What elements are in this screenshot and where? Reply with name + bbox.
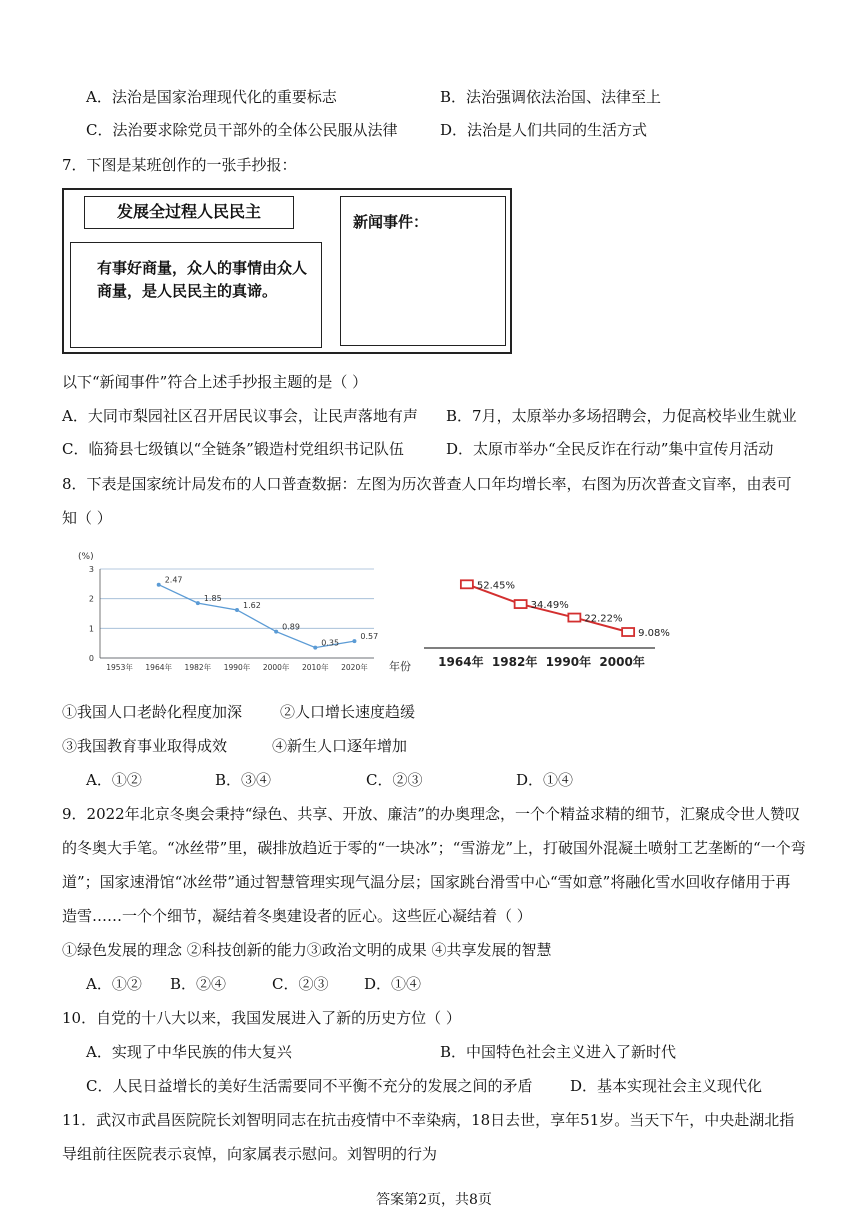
x-tick-label: 1964年 <box>438 655 484 669</box>
growth-rate-labels <box>165 576 379 648</box>
q7-option-d: D．太原市举办“全民反诈在行动”集中宣传月活动 <box>446 440 774 458</box>
data-point <box>196 601 200 605</box>
x-tick-label: 1964年 <box>145 663 173 672</box>
q9-option-b: B．②④ <box>170 975 227 993</box>
growth-rate-chart <box>62 545 422 680</box>
q10-option-c: C．人民日益增长的美好生活需要同不平衡不充分的发展之间的矛盾 <box>86 1077 533 1095</box>
y-tick-label: 3 <box>88 565 94 574</box>
x-tick-label: 1990年 <box>223 663 251 672</box>
data-label: 0.89 <box>282 622 300 632</box>
page-footer: 答案第2页，共8页 <box>376 1192 492 1208</box>
y-tick-label: 1 <box>88 624 94 634</box>
data-marker <box>622 628 634 636</box>
q9-line3: 道”；国家速滑馆“冰丝带”通过智慧管理实现气温分层；国家跳台滑雪中心“雪如意”将融化雪水回收存储用于再 <box>62 873 791 891</box>
q7-option-a: A．大同市梨园社区召开居民议事会，让民声落地有声 <box>62 407 418 425</box>
q6-option-c: C．法治要求除党员干部外的全体公民服从法律 <box>86 121 398 139</box>
x-tick-label: 1982年 <box>491 655 538 669</box>
q7-option-b: B．7月，太原举办多场招聘会，力促高校毕业生就业 <box>446 407 797 425</box>
x-tick-label: 2000年 <box>599 655 645 669</box>
x-tick-label: 1953年 <box>106 663 133 672</box>
q8-option-d: D．①④ <box>516 771 574 789</box>
q6-option-a: A．法治是国家治理现代化的重要标志 <box>86 88 337 106</box>
q9-line1: 9．2022年北京冬奥会秉持“绿色、共享、开放、廉洁”的办奥理念，一个个精益求精的细节，汇聚成令世人赞叹 <box>62 805 801 823</box>
q8-choice-4: ④新生人口逐年增加 <box>272 737 408 755</box>
x-tick-label: 1982年 <box>184 663 212 672</box>
illiteracy-rate-axes <box>424 648 655 669</box>
data-label: 34.49% <box>530 600 569 612</box>
data-marker <box>515 600 527 608</box>
q11-line1: 11．武汉市武昌医院院长刘智明同志在抗击疫情中不幸染病，18日去世，享年51岁。当天下午，中央赴湖北指 <box>62 1111 795 1129</box>
q10-stem: 10．自党的十八大以来，我国发展进入了新的历史方位（ ） <box>62 1009 461 1027</box>
data-label: 9.08% <box>638 628 670 640</box>
data-label: 1.62 <box>243 600 261 610</box>
q8-option-a: A．①② <box>86 771 142 789</box>
q6-option-d: D．法治是人们共同的生活方式 <box>440 121 648 139</box>
q11-line2: 导组前往医院表示哀悼，向家属表示慰问。刘智明的行为 <box>62 1145 438 1163</box>
data-label: 52.45% <box>476 580 516 592</box>
q10-option-d: D．基本实现社会主义现代化 <box>570 1077 763 1095</box>
q6-option-b: B．法治强调依法治国、法律至上 <box>440 88 662 106</box>
data-point <box>157 583 161 587</box>
data-label: 22.22% <box>584 613 623 625</box>
x-tick-label: 2020年 <box>341 663 368 672</box>
handwritten-poster <box>62 188 512 354</box>
x-tick-label: 2000年 <box>262 663 290 672</box>
data-point <box>313 646 317 650</box>
illiteracy-rate-chart <box>420 560 670 690</box>
y-axis-label: (%) <box>78 552 94 562</box>
data-point <box>352 639 356 643</box>
poster-news-label: 新闻事件： <box>353 213 429 231</box>
q9-choices: ①绿色发展的理念 ②科技创新的能力③政治文明的成果 ④共享发展的智慧 <box>62 941 552 959</box>
data-point <box>274 630 278 634</box>
q7-option-c: C．临猗县七级镇以“全链条”锻造村党组织书记队伍 <box>62 440 404 458</box>
q8-option-c: C．②③ <box>366 771 423 789</box>
x-tick-label: 2010年 <box>301 663 329 672</box>
poster-title: 发展全过程人民民主 <box>84 196 294 229</box>
data-label: 0.57 <box>360 632 379 642</box>
x-axis-label: 年份 <box>389 660 411 673</box>
poster-quote: 有事好商量，众人的事情由众人商量，是人民民主的真谛。 <box>97 259 308 300</box>
q8-choice-1: ①我国人口老龄化程度加深 <box>62 703 243 721</box>
illiteracy-rate-labels <box>477 580 670 639</box>
data-label: 1.85 <box>203 594 222 604</box>
x-tick-label: 1990年 <box>545 655 592 669</box>
q9-line4: 造雪……一个个细节，凝结着冬奥建设者的匠心。这些匠心凝结着（ ） <box>62 907 532 925</box>
q8-choice-3: ③我国教育事业取得成效 <box>62 737 228 755</box>
data-marker <box>461 580 473 588</box>
y-tick-label: 0 <box>88 654 94 663</box>
q10-option-b: B．中国特色社会主义进入了新时代 <box>440 1043 677 1061</box>
data-point <box>235 608 239 612</box>
poster-news-box <box>340 196 506 346</box>
q8-stem-line2: 知（ ） <box>62 509 112 527</box>
q7-question: 以下“新闻事件”符合上述手抄报主题的是（ ） <box>62 373 368 391</box>
q8-choice-2: ②人口增长速度趋缓 <box>280 703 416 721</box>
data-label: 0.35 <box>321 638 340 648</box>
q7-stem: 7．下图是某班创作的一张手抄报： <box>62 156 297 174</box>
q9-option-d: D．①④ <box>364 975 422 993</box>
data-label: 2.47 <box>164 575 183 585</box>
q9-option-a: A．①② <box>86 975 142 993</box>
q9-line2: 的冬奥大手笔。“冰丝带”里，碳排放趋近于零的“一块冰”；“雪游龙”上，打破国外混凝土喷射工艺垄断的“一个弯 <box>62 839 806 857</box>
data-marker <box>568 614 580 622</box>
q8-stem-line1: 8．下表是国家统计局发布的人口普查数据：左图为历次普查人口年均增长率，右图为历次普查文盲率，由表可 <box>62 475 792 493</box>
y-tick-label: 2 <box>88 594 94 604</box>
growth-rate-axes <box>78 552 411 673</box>
q10-option-a: A．实现了中华民族的伟大复兴 <box>86 1043 292 1061</box>
q9-option-c: C．②③ <box>272 975 329 993</box>
poster-quote-box <box>70 242 322 348</box>
q8-option-b: B．③④ <box>215 771 272 789</box>
